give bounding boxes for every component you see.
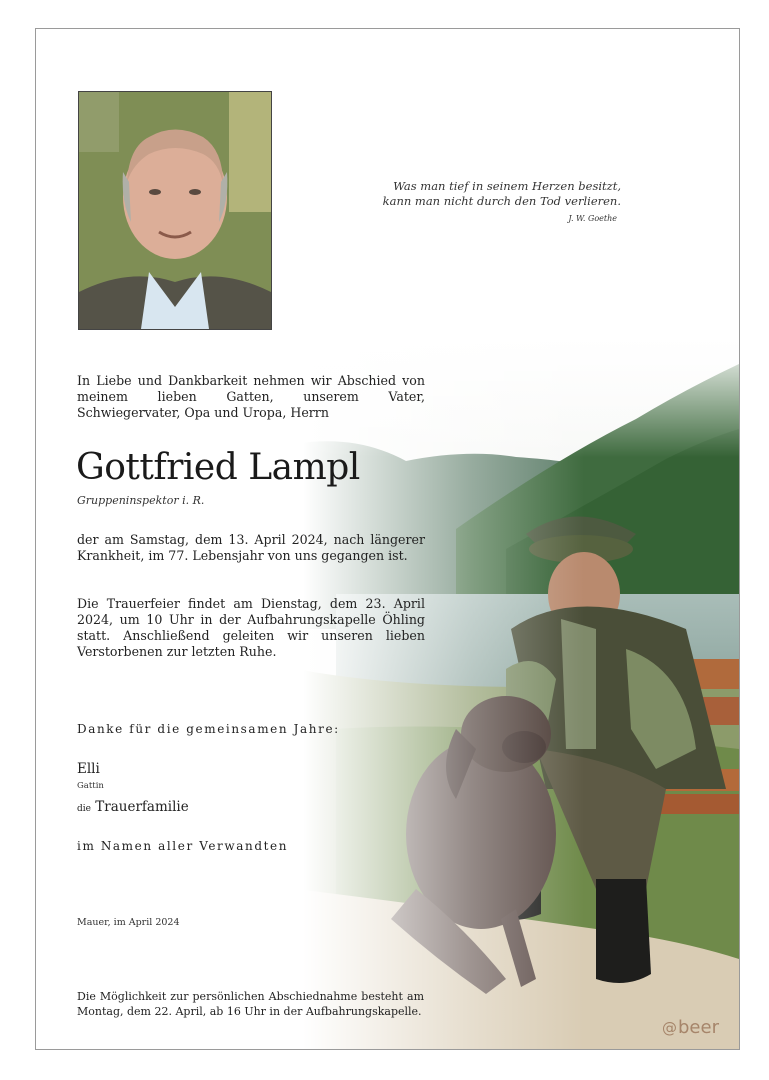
logo-text: beer [678,1017,719,1038]
death-notice: der am Samstag, dem 13. April 2024, nach längerer Krankheit, im 77. Lebensjahr von uns gegangen ist. [77,532,425,563]
family-line [77,799,189,815]
farewell-notice: Die Möglichkeit zur persönlichen Abschiednahme besteht am Montag, dem 22. April, ab 16 Uhr in der Aufbahrungskapelle. [77,990,424,1018]
family-name: Trauerfamilie [95,799,189,815]
spouse-role: Gattin [77,781,104,791]
thanks-line: Danke für die gemeinsamen Jahre: [77,722,340,736]
goethe-quote [336,179,621,226]
beer-logo [662,1017,719,1038]
quote-author: J. W. Goethe [568,214,617,223]
portrait-photo [78,91,272,330]
funeral-notice: Die Trauerfeier findet am Dienstag, dem 23. April 2024, um 10 Uhr in der Aufbahrungskapelle Öhling statt. Anschließend geleiten wir unseren lieben Verstorbenen zur letzten Ruhe. [77,596,425,659]
place-date: Mauer, im April 2024 [77,917,180,928]
quote-line-2: kann man nicht durch den Tod verlieren. [382,194,621,208]
logo-mark-icon: @ [662,1019,677,1037]
intro-text: In Liebe und Dankbarkeit nehmen wir Abschied von meinem lieben Gatten, unserem Vater, Schwiegervater, Opa und Uropa, Herrn [77,373,425,420]
family-prefix: die [77,804,91,814]
relatives-line: im Namen aller Verwandten [77,839,289,853]
obituary-card [35,28,740,1050]
quote-line-1: Was man tief in seinem Herzen besitzt, [393,179,621,193]
deceased-title: Gruppeninspektor i. R. [77,494,205,507]
deceased-name: Gottfried Lampl [76,447,360,488]
spouse-name: Elli [77,761,100,777]
